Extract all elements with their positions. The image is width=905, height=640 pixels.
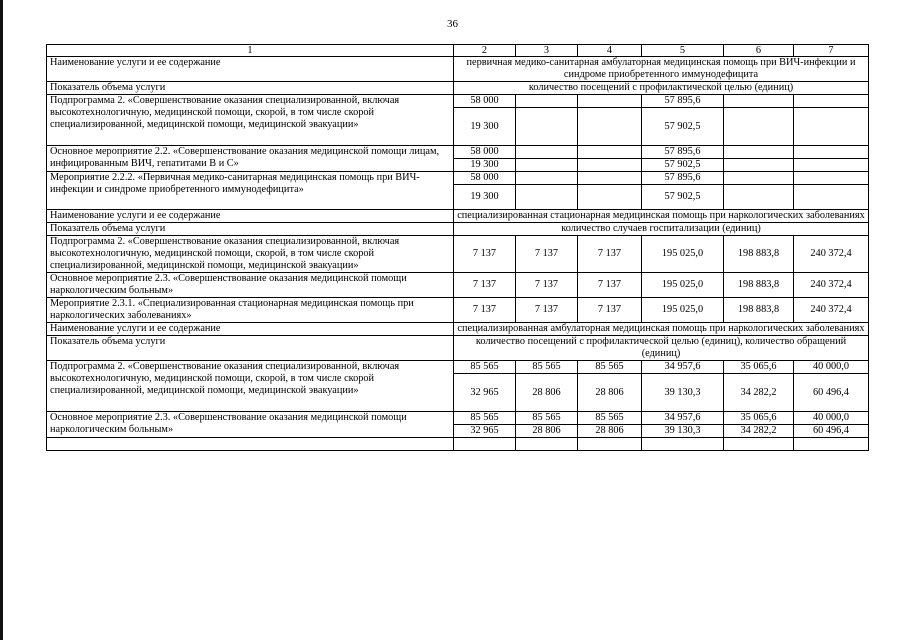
s1-indicator-value: количество посещений с профилактической целью (единиц) [454, 82, 869, 95]
col-num-3: 3 [516, 45, 578, 57]
s1-indicator-label: Показатель объема услуги [47, 82, 454, 95]
s1-row-3-col2-b: 19 300 [470, 191, 499, 202]
s2-row-1-col4: 7 137 [578, 236, 642, 273]
s3-row-2-col4-b: 28 806 [595, 425, 624, 436]
col-num-2: 2 [454, 45, 516, 57]
s1-row-1-col6 [724, 95, 794, 146]
s2-row-2-col5: 195 025,0 [642, 273, 724, 298]
s1-row-2-label: Основное мероприятие 2.2. «Совершенствование оказания медицинской помощи лицам, инфицированным ВИЧ, гепатитами B и C» [47, 146, 454, 172]
s3-row-1-col6-b: 34 282,2 [740, 387, 777, 398]
s1-row-1-col3 [516, 95, 578, 146]
s1-row-3-col5-b: 57 902,5 [664, 191, 701, 202]
s1-row-3-col6 [724, 172, 794, 210]
s3-name-row [47, 323, 869, 336]
s2-name-value: специализированная стационарная медицинская помощь при наркологических заболеваниях [454, 210, 869, 223]
s1-row-1-col2-a: 58 000 [454, 95, 515, 108]
s3-row-2-col3-a: 85 565 [516, 412, 577, 425]
s1-row-1-col5 [642, 95, 724, 146]
s1-row-2-col2 [454, 146, 516, 172]
s2-row-2-label: Основное мероприятие 2.3. «Совершенствование оказания медицинской помощи наркологическим больным» [47, 273, 454, 298]
column-number-row [47, 45, 869, 57]
s2-row-1-label: Подпрограмма 2. «Совершенствование оказания специализированной, включая высокотехнологичную, медицинской помощи, скорой, в том числе скорой специализированной, медицинской помощи, медицинской эвакуации» [47, 236, 454, 273]
s3-row-1-col5-a: 34 957,6 [642, 361, 723, 374]
s1-row-1-col5-b: 57 902,5 [664, 121, 701, 132]
s2-row-2-col3: 7 137 [516, 273, 578, 298]
s2-row-1-col5: 195 025,0 [642, 236, 724, 273]
s3-row-2-col5-b: 39 130,3 [664, 425, 701, 436]
s2-row-1 [47, 236, 869, 273]
s3-row-1-col6 [724, 361, 794, 412]
s2-row-3-col2: 7 137 [454, 298, 516, 323]
s1-row-2-col4 [578, 146, 642, 172]
s1-row-3 [47, 172, 869, 210]
s3-row-2-col3-b: 28 806 [532, 425, 561, 436]
s3-row-2-col2-a: 85 565 [454, 412, 515, 425]
s3-row-2-col3 [516, 412, 578, 438]
s1-row-2 [47, 146, 869, 172]
s3-row-1-col7 [794, 361, 869, 412]
s2-row-1-col3: 7 137 [516, 236, 578, 273]
s3-name-value: специализированная амбулаторная медицинская помощь при наркологических заболеваниях [454, 323, 869, 336]
s1-row-2-col5-a: 57 895,6 [642, 146, 723, 159]
s1-indicator-row [47, 82, 869, 95]
s2-row-1-col7: 240 372,4 [794, 236, 869, 273]
s1-row-2-col3 [516, 146, 578, 172]
s1-row-3-col2-a: 58 000 [454, 172, 515, 185]
s1-row-1 [47, 95, 869, 146]
s1-row-3-col7 [794, 172, 869, 210]
s3-row-1-col3-b: 28 806 [532, 387, 561, 398]
s3-row-2-col4 [578, 412, 642, 438]
blank-row [47, 438, 869, 451]
s3-row-2-col5 [642, 412, 724, 438]
s2-row-3 [47, 298, 869, 323]
s1-row-1-label: Подпрограмма 2. «Совершенствование оказания специализированной, включая высокотехнологичную, медицинской помощи, скорой, в том числе скорой специализированной, медицинской помощи, медицинской эвакуации» [47, 95, 454, 146]
col-num-4: 4 [578, 45, 642, 57]
s1-row-3-col2 [454, 172, 516, 210]
s3-row-1 [47, 361, 869, 412]
s3-row-2-col4-a: 85 565 [578, 412, 641, 425]
s1-row-2-col5 [642, 146, 724, 172]
s2-row-3-col7: 240 372,4 [794, 298, 869, 323]
s3-row-1-col4-a: 85 565 [578, 361, 641, 374]
s2-indicator-label: Показатель объема услуги [47, 223, 454, 236]
s1-row-3-col5 [642, 172, 724, 210]
s3-name-label: Наименование услуги и ее содержание [47, 323, 454, 336]
s2-row-2-col4: 7 137 [578, 273, 642, 298]
s3-row-2-col6-b: 34 282,2 [740, 425, 777, 436]
s3-row-2-col2 [454, 412, 516, 438]
s1-row-1-col4 [578, 95, 642, 146]
s2-row-2-col6: 198 883,8 [724, 273, 794, 298]
s3-row-1-col3 [516, 361, 578, 412]
col-num-7: 7 [794, 45, 869, 57]
s3-row-2-col2-b: 32 965 [470, 425, 499, 436]
s3-row-2-label: Основное мероприятие 2.3. «Совершенствование оказания медицинской помощи наркологическим больным» [47, 412, 454, 438]
s2-row-1-col2: 7 137 [454, 236, 516, 273]
s1-row-1-col2 [454, 95, 516, 146]
s3-row-2-col6-a: 35 065,6 [724, 412, 793, 425]
s1-row-2-col5-b: 57 902,5 [664, 159, 701, 170]
s3-indicator-label: Показатель объема услуги [47, 336, 454, 361]
s3-row-2-col7 [794, 412, 869, 438]
s3-row-1-col2 [454, 361, 516, 412]
s1-row-3-col5-a: 57 895,6 [642, 172, 723, 185]
col-num-5: 5 [642, 45, 724, 57]
s2-row-2 [47, 273, 869, 298]
s3-indicator-value: количество посещений с профилактической целью (единиц), количество обращений (единиц) [454, 336, 869, 361]
s3-row-2-col5-a: 34 957,6 [642, 412, 723, 425]
s2-row-3-col3: 7 137 [516, 298, 578, 323]
s1-name-value: первичная медико-санитарная амбулаторная медицинская помощь при ВИЧ-инфекции и синдроме приобретенного иммунодефицита [454, 57, 869, 82]
s3-row-1-col5-b: 39 130,3 [664, 387, 701, 398]
s1-row-2-col2-a: 58 000 [454, 146, 515, 159]
s3-row-1-col5 [642, 361, 724, 412]
s1-name-label: Наименование услуги и ее содержание [47, 57, 454, 82]
s3-row-1-col7-a: 40 000,0 [794, 361, 868, 374]
s3-row-1-col4-b: 28 806 [595, 387, 624, 398]
s2-row-3-col5: 195 025,0 [642, 298, 724, 323]
s3-row-1-col2-b: 32 965 [470, 387, 499, 398]
s1-row-1-col5-a: 57 895,6 [642, 95, 723, 108]
s3-row-1-col3-a: 85 565 [516, 361, 577, 374]
s2-row-3-label: Мероприятие 2.3.1. «Специализированная стационарная медицинская помощь при наркологических заболеваниях» [47, 298, 454, 323]
s2-row-2-col2: 7 137 [454, 273, 516, 298]
s2-row-3-col4: 7 137 [578, 298, 642, 323]
s2-indicator-value: количество случаев госпитализации (единиц) [454, 223, 869, 236]
s1-row-2-col2-b: 19 300 [470, 159, 499, 170]
s1-row-3-label: Мероприятие 2.2.2. «Первичная медико-санитарная медицинская помощь при ВИЧ-инфекции и синдроме приобретенного иммунодефицита» [47, 172, 454, 210]
s3-row-1-label: Подпрограмма 2. «Совершенствование оказания специализированной, включая высокотехнологичную, медицинской помощи, скорой, в том числе скорой специализированной, медицинской помощи, медицинской эвакуации» [47, 361, 454, 412]
left-page-edge [0, 0, 3, 640]
s3-row-2-col7-a: 40 000,0 [794, 412, 868, 425]
s1-row-1-col2-b: 19 300 [470, 121, 499, 132]
s2-name-row [47, 210, 869, 223]
s3-row-1-col6-a: 35 065,6 [724, 361, 793, 374]
page-number: 36 [447, 18, 458, 30]
s1-row-3-col3 [516, 172, 578, 210]
col-num-6: 6 [724, 45, 794, 57]
s3-row-1-col2-a: 85 565 [454, 361, 515, 374]
col-num-1: 1 [47, 45, 454, 57]
s2-name-label: Наименование услуги и ее содержание [47, 210, 454, 223]
s3-row-2-col7-b: 60 496,4 [812, 425, 850, 436]
s3-row-1-col4 [578, 361, 642, 412]
s2-row-2-col7: 240 372,4 [794, 273, 869, 298]
s3-row-1-col7-b: 60 496,4 [812, 387, 850, 398]
s1-row-1-col7 [794, 95, 869, 146]
service-volume-table [46, 44, 869, 451]
s2-row-1-col6: 198 883,8 [724, 236, 794, 273]
s1-row-2-col6 [724, 146, 794, 172]
s2-indicator-row [47, 223, 869, 236]
s3-row-2 [47, 412, 869, 438]
s1-row-2-col7 [794, 146, 869, 172]
s3-indicator-row [47, 336, 869, 361]
s3-row-2-col6 [724, 412, 794, 438]
s1-row-3-col4 [578, 172, 642, 210]
s1-name-row [47, 57, 869, 82]
s2-row-3-col6: 198 883,8 [724, 298, 794, 323]
